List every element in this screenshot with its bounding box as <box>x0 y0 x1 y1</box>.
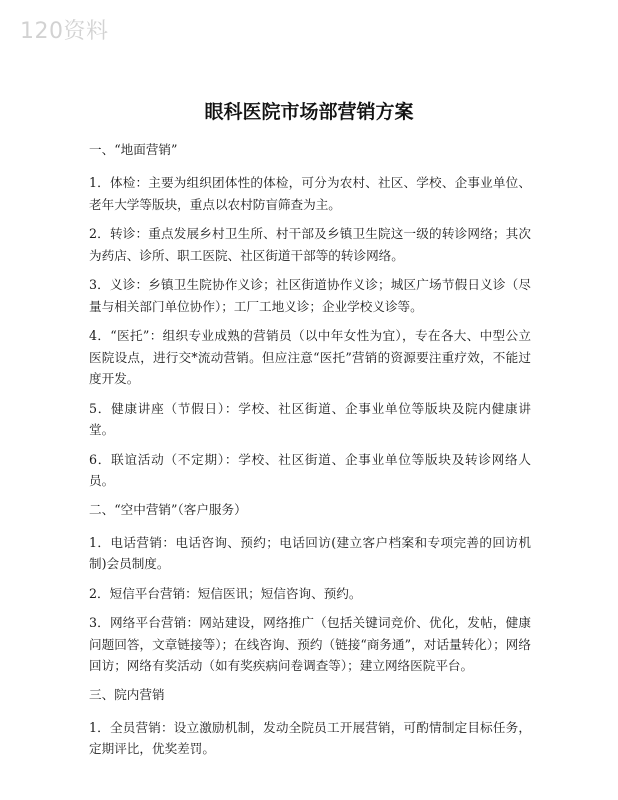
section-heading-ground-marketing: 一、“地面营销” <box>89 142 178 157</box>
section-heading-in-hospital-marketing: 三、院内营销 <box>89 686 165 702</box>
paragraph-physical-exam: 1．体检：主要为组织团体性的体检，可分为农村、社区、学校、企事业单位、老年大学等版块，重点以农村防盲筛查为主。 <box>89 175 531 212</box>
paragraph-all-staff-marketing: 1．全员营销：设立激励机制，发动全院员工开展营销，可酌情制定目标任务，定期评比，优奖差罚。 <box>89 719 531 756</box>
paragraph-referral: 2．转诊：重点发展乡村卫生所、村干部及乡镇卫生院这一级的转诊网络；其次为药店、诊所、职工医院、社区街道干部等的转诊网络。 <box>89 226 531 263</box>
paragraph-medical-agent: 4．“医托”：组织专业成熟的营销员（以中年女性为宜），专在各大、中型公立医院设点，进行交*流动营销。但应注意“医托”营销的资源要注重疗效，不能过度开发。 <box>89 328 531 386</box>
document-title: 眼科医院市场部营销方案 <box>204 101 414 123</box>
paragraph-health-lecture: 5．健康讲座（节假日）：学校、社区街道、企事业单位等版块及院内健康讲堂。 <box>89 400 531 437</box>
paragraph-online-marketing: 3．网络平台营销：网站建设，网络推广（包括关键词竞价、优化，发帖，健康问题回答，文章链接等）；在线咨询、预约（链接“商务通”，对话量转化）；网络回访；网络有奖活动（如有奖疾病问卷调查等）；建立网络医院平台。 <box>89 615 531 673</box>
section-heading-air-marketing: 二、“空中营销”（客户服务） <box>89 501 247 517</box>
paragraph-phone-marketing: 1．电话营销：电话咨询、预约；电话回访(建立客户档案和专项完善的回访机制)会员制度。 <box>89 534 531 571</box>
paragraph-free-clinic: 3．义诊：乡镇卫生院协作义诊；社区街道协作义诊；城区广场节假日义诊（尽量与相关部门单位协作）；工厂工地义诊；企业学校义诊等。 <box>89 277 531 314</box>
watermark: 120资料 <box>20 19 109 44</box>
paragraph-social-events: 6．联谊活动（不定期）：学校、社区街道、企事业单位等版块及转诊网络人员。 <box>89 451 531 488</box>
document-body <box>89 140 531 768</box>
paragraph-sms-marketing: 2．短信平台营销：短信医讯；短信咨询、预约。 <box>89 585 362 601</box>
